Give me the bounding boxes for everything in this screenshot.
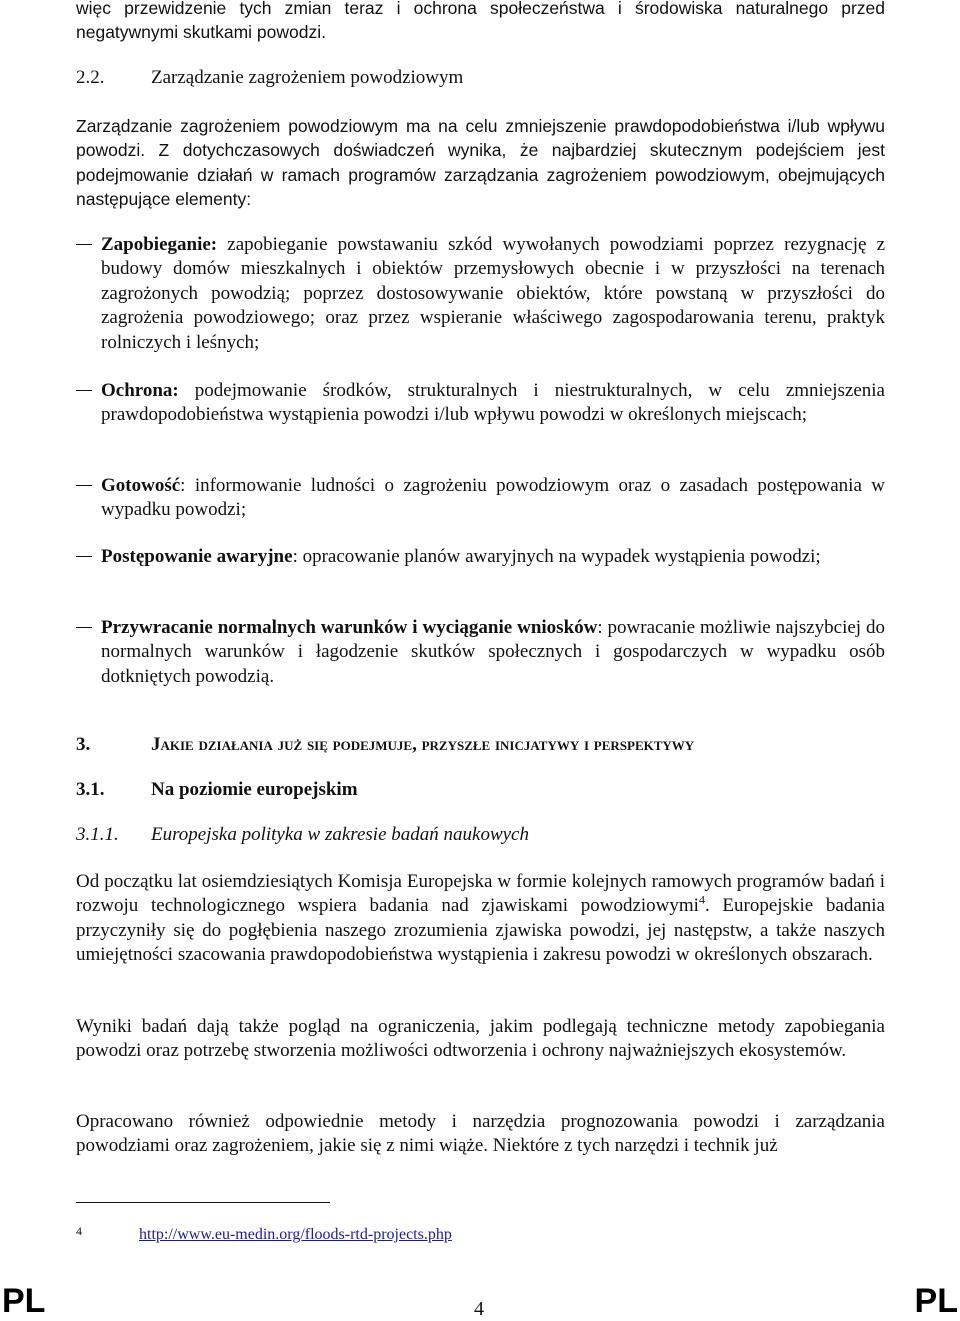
section-number: 3.1. bbox=[76, 779, 105, 800]
list-item bbox=[76, 474, 885, 523]
section-number: 2.2. bbox=[76, 67, 105, 88]
intro-paragraph bbox=[76, 0, 885, 45]
item-text: : powracanie możliwie najszybciej do normalnych warunków i łagodzenie skutków społecznych i gospodarczych w wypadku osób dotkniętych powodzią. bbox=[101, 617, 885, 687]
section-3-1-1-heading bbox=[76, 824, 529, 846]
footnote-link[interactable]: http://www.eu-medin.org/floods-rtd-projects.php bbox=[139, 1226, 452, 1243]
dash-bullet bbox=[76, 485, 92, 486]
paragraph-methods bbox=[76, 1110, 885, 1159]
paragraph-text: Od początku lat osiemdziesiątych Komisja Europejska w formie kolejnych ramowych programów badań i rozwoju technologicznego wspiera badania nad zjawiskami powodziowymi bbox=[76, 871, 885, 917]
paragraph-results bbox=[76, 1015, 885, 1064]
paragraph-rest: Z dotychczasowych doświadczeń wynika, że najbardziej skutecznym podejściem jest podejmowanie działań w ramach programów zarządzania zagrożeniem powodziowym, obejmujących następujące elementy: bbox=[76, 140, 885, 210]
paragraph-text: Opracowano również odpowiednie metody i narzędzia prognozowania powodzi i zarządzania powodziami oraz zagrożeniem, jakie się z nimi wiąże. Niektóre z tych narzędzi i technik już bbox=[76, 1111, 885, 1157]
item-term: Przywracanie normalnych warunków i wyciąganie wniosków bbox=[101, 617, 598, 638]
paragraph-text: Wyniki badań dają także pogląd na ograniczenia, jakim podlegają techniczne metody zapobiegania powodzi oraz potrzebę stworzenia możliwości odtworzenia i ochrony najważniejszych ekosystemów. bbox=[76, 1016, 885, 1062]
language-code-left: PL bbox=[2, 1282, 46, 1320]
section-number: 3.1.1. bbox=[76, 824, 119, 845]
page-number: 4 bbox=[474, 1298, 484, 1320]
dash-bullet bbox=[76, 244, 92, 245]
section-3-1-heading bbox=[76, 779, 358, 801]
list-item bbox=[76, 616, 885, 689]
item-text: : opracowanie planów awaryjnych na wypadek wystąpienia powodzi; bbox=[292, 546, 821, 567]
section-2-2-heading bbox=[76, 67, 463, 89]
item-term: Postępowanie awaryjne bbox=[101, 546, 293, 567]
item-term: Zapobieganie: bbox=[101, 234, 218, 255]
intro-text: więc przewidzenie tych zmian teraz i ochrona społeczeństwa i środowiska naturalnego przed negatywnymi skutkami powodzi. bbox=[76, 0, 885, 43]
language-code-right: PL bbox=[914, 1282, 958, 1320]
section-3-heading bbox=[76, 734, 694, 756]
dash-bullet bbox=[76, 556, 92, 557]
paragraph-research bbox=[76, 870, 885, 968]
item-text: zapobieganie powstawaniu szkód wywołanych powodziami poprzez rezygnację z budowy domów mieszkalnych i obiektów przemysłowych obecnie i w przyszłości na terenach zagrożonych powodzią; poprzez dostosowywanie obiektów, które powstaną w przyszłości do zagrożenia powodziowego; oraz przez wspieranie właściwego zagospodarowania terenu, praktyk rolniczych i leśnych; bbox=[101, 234, 885, 353]
section-title: Zarządzanie zagrożeniem powodziowym bbox=[151, 67, 464, 88]
section-title: Europejska polityka w zakresie badań naukowych bbox=[151, 824, 529, 845]
list-item bbox=[76, 545, 885, 569]
paragraph-start: Zarządzanie zagrożeniem powodziowym ma na celu zmniejszenie prawdopodobieństwa i/lub wpływu powodzi. bbox=[76, 116, 885, 161]
paragraph-text: . Europejskie badania przyczyniły się do pogłębienia naszego zrozumienia zjawiska powodzi, jej następstw, a także naszych umiejętności szacowania prawdopodobieństwa wystąpienia i zakresu powodzi w określonych obszarach. bbox=[76, 895, 885, 966]
section-title: Jakie działania już się podejmuje, przyszłe inicjatywy i perspektywy bbox=[151, 734, 695, 755]
footnote-ref[interactable]: 4 bbox=[698, 893, 705, 908]
item-text: podejmowanie środków, strukturalnych i niestrukturalnych, w celu zmniejszenia prawdopodobieństwa wystąpienia powodzi i/lub wpływu powodzi w określonych miejscach; bbox=[101, 380, 885, 426]
section-title: Na poziomie europejskim bbox=[151, 779, 358, 800]
section-number: 3. bbox=[76, 734, 91, 755]
section-2-2-paragraph bbox=[76, 114, 885, 212]
dash-bullet bbox=[76, 627, 92, 628]
list-item bbox=[76, 233, 885, 355]
list-item bbox=[76, 379, 885, 428]
item-text: : informowanie ludności o zagrożeniu powodziowym oraz o zasadach postępowania w wypadku powodzi; bbox=[101, 475, 885, 521]
item-term: Gotowość bbox=[101, 475, 181, 496]
dash-bullet bbox=[76, 390, 92, 391]
footnote-number: 4 bbox=[76, 1224, 82, 1238]
footnote-divider bbox=[76, 1202, 330, 1203]
item-term: Ochrona: bbox=[101, 380, 179, 401]
